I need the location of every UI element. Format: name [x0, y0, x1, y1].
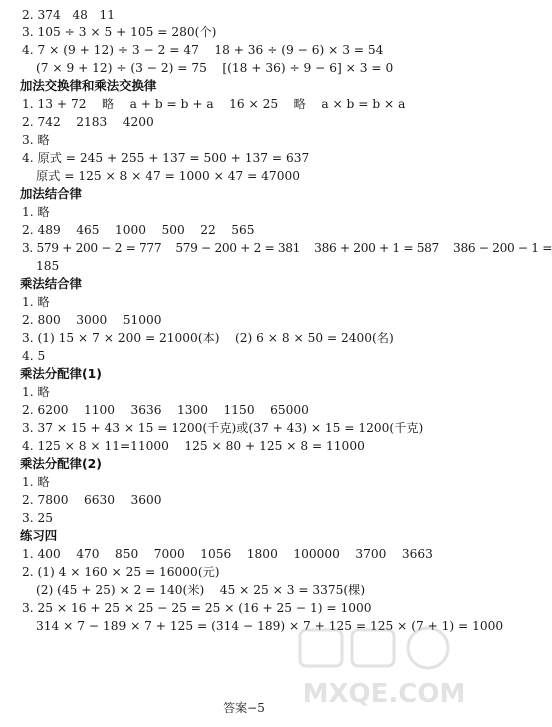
answer-line: 3. 105 ÷ 3 × 5 + 105 = 280(个) [22, 25, 217, 39]
answer-line: 2. 374 48 11 [22, 8, 116, 22]
answer-line: 3. 25 [22, 511, 54, 525]
answer-line: 1. 略 [22, 205, 50, 219]
answer-line: 2. 6200 1100 3636 1300 1150 65000 [22, 403, 309, 417]
watermark-logo [294, 622, 474, 717]
answer-line: 3. 37 × 15 + 43 × 15 = 1200(千克)或(37 + 43) × 15 = 1200(千克) [22, 421, 424, 435]
answer-line: 1. 略 [22, 385, 50, 399]
answer-line: 3. (1) 15 × 7 × 200 = 21000(本) (2) 6 × 8 × 50 = 2400(名) [22, 331, 394, 345]
answer-line: 185 [36, 259, 60, 273]
answer-line: 2. 742 2183 4200 [22, 115, 154, 129]
section-heading: 乘法分配律(1) [20, 366, 102, 381]
answer-line: 3. 25 × 16 + 25 × 25 − 25 = 25 × (16 + 25 − 1) = 1000 [22, 601, 372, 615]
watermark-text: MXQE.COM [302, 679, 466, 709]
answer-line: 2. 800 3000 51000 [22, 313, 162, 327]
section-heading: 乘法分配律(2) [20, 456, 102, 471]
answer-line: 3. 略 [22, 133, 50, 147]
section-heading: 加法结合律 [20, 186, 82, 201]
answer-line: 2. (1) 4 × 160 × 25 = 16000(元) [22, 565, 220, 579]
section-heading: 乘法结合律 [20, 276, 82, 291]
answer-line: (7 × 9 + 12) ÷ (3 − 2) = 75 [(18 + 36) ÷ 9 − 6] × 3 = 0 [36, 61, 394, 75]
page-number: 答案−5 [223, 701, 265, 715]
answer-line: 314 × 7 − 189 × 7 + 125 = (314 − 189) × 7 + 125 = 125 × (7 + 1) = 1000 [36, 619, 504, 633]
answer-line: 1. 13 + 72 略 a + b = b + a 16 × 25 略 a × b = b × a [22, 97, 406, 111]
answer-line: 2. 489 465 1000 500 22 565 [22, 223, 255, 237]
answer-line: 1. 略 [22, 295, 50, 309]
answer-line: (2) (45 + 25) × 2 = 140(米) 45 × 25 × 3 = 3375(棵) [36, 583, 366, 597]
answer-line: 4. 5 [22, 349, 46, 363]
answer-line: 1. 400 470 850 7000 1056 1800 100000 3700 3663 [22, 547, 433, 561]
answer-line: 2. 7800 6630 3600 [22, 493, 162, 507]
answer-line: 4. 125 × 8 × 11=11000 125 × 80 + 125 × 8 = 11000 [22, 439, 365, 453]
answer-line: 1. 略 [22, 475, 50, 489]
answer-line: 4. 原式 = 245 + 255 + 137 = 500 + 137 = 637 [22, 151, 310, 165]
answer-line: 4. 7 × (9 + 12) ÷ 3 − 2 = 47 18 + 36 ÷ (9 − 6) × 3 = 54 [22, 43, 384, 57]
section-heading: 加法交换律和乘法交换律 [20, 78, 157, 93]
answer-line: 原式 = 125 × 8 × 47 = 1000 × 47 = 47000 [36, 169, 300, 183]
answer-line: 3. 579 + 200 − 2 = 777 579 − 200 + 2 = 381 386 + 200 + 1 = 587 386 − 200 − 1 = [22, 241, 552, 255]
section-heading: 练习四 [20, 528, 58, 543]
